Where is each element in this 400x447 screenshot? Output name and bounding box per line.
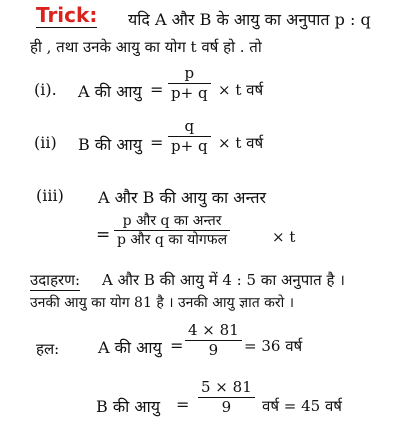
solution-a-subject: A की आयु — [98, 338, 162, 357]
solution-a-result: = 36 वर्ष — [244, 337, 303, 355]
trick-line-1: यदि A और B के आयु का अनुपात p : q — [128, 10, 371, 29]
solution-label: हल: — [36, 340, 60, 358]
formula-1-subject: A की आयु — [78, 82, 142, 101]
formula-1-denominator: p+ q — [171, 84, 208, 102]
example-line-1: A और B की आयु में 4 : 5 का अनुपात है । — [102, 271, 345, 289]
formula-3-fraction — [114, 214, 230, 247]
fraction-bar — [114, 230, 230, 231]
formula-3-tail: × t — [272, 228, 296, 246]
example-line-2: उनकी आयु का योग 81 है । उनकी आयु ज्ञात करो । — [30, 295, 294, 311]
formula-2-fraction — [168, 119, 211, 154]
solution-a-fraction — [185, 323, 242, 358]
formula-2-subject: B की आयु — [78, 135, 142, 154]
formula-1-tail: × t वर्ष — [218, 81, 264, 99]
solution-b-equals: = — [176, 395, 190, 414]
formula-1-numerator: p — [184, 64, 195, 82]
trick-label: Trick: — [36, 3, 98, 27]
formula-3-equals: = — [96, 225, 111, 245]
solution-b-result: वर्ष = 45 वर्ष — [262, 397, 342, 415]
formula-3-denominator: p और q का योगफल — [117, 232, 228, 248]
formula-3-numerator: p और q का अन्तर — [122, 213, 222, 229]
formula-2-tail: × t वर्ष — [218, 134, 264, 152]
solution-a-denominator: 9 — [208, 341, 219, 359]
formula-2-numerator: q — [184, 117, 195, 135]
formula-2-equals: = — [150, 133, 164, 152]
trick-line-2: ही , तथा उनके आयु का योग t वर्ष हो . तो — [30, 38, 262, 56]
formula-1-index: (i). — [34, 80, 57, 99]
formula-3-subject: A और B की आयु का अन्तर — [98, 188, 267, 207]
formula-1-equals: = — [150, 80, 164, 99]
solution-b-fraction — [198, 380, 255, 415]
solution-b-subject: B की आयु — [96, 397, 160, 416]
example-label: उदाहरण: — [30, 271, 81, 289]
solution-b-denominator: 9 — [221, 398, 232, 416]
formula-3-index: (iii) — [36, 186, 64, 205]
formula-1-fraction — [168, 66, 211, 101]
formula-2-denominator: p+ q — [171, 137, 208, 155]
solution-a-equals: = — [170, 336, 184, 355]
solution-b-numerator: 5 × 81 — [201, 378, 252, 396]
solution-a-numerator: 4 × 81 — [188, 321, 239, 339]
formula-2-index: (ii) — [34, 133, 57, 152]
